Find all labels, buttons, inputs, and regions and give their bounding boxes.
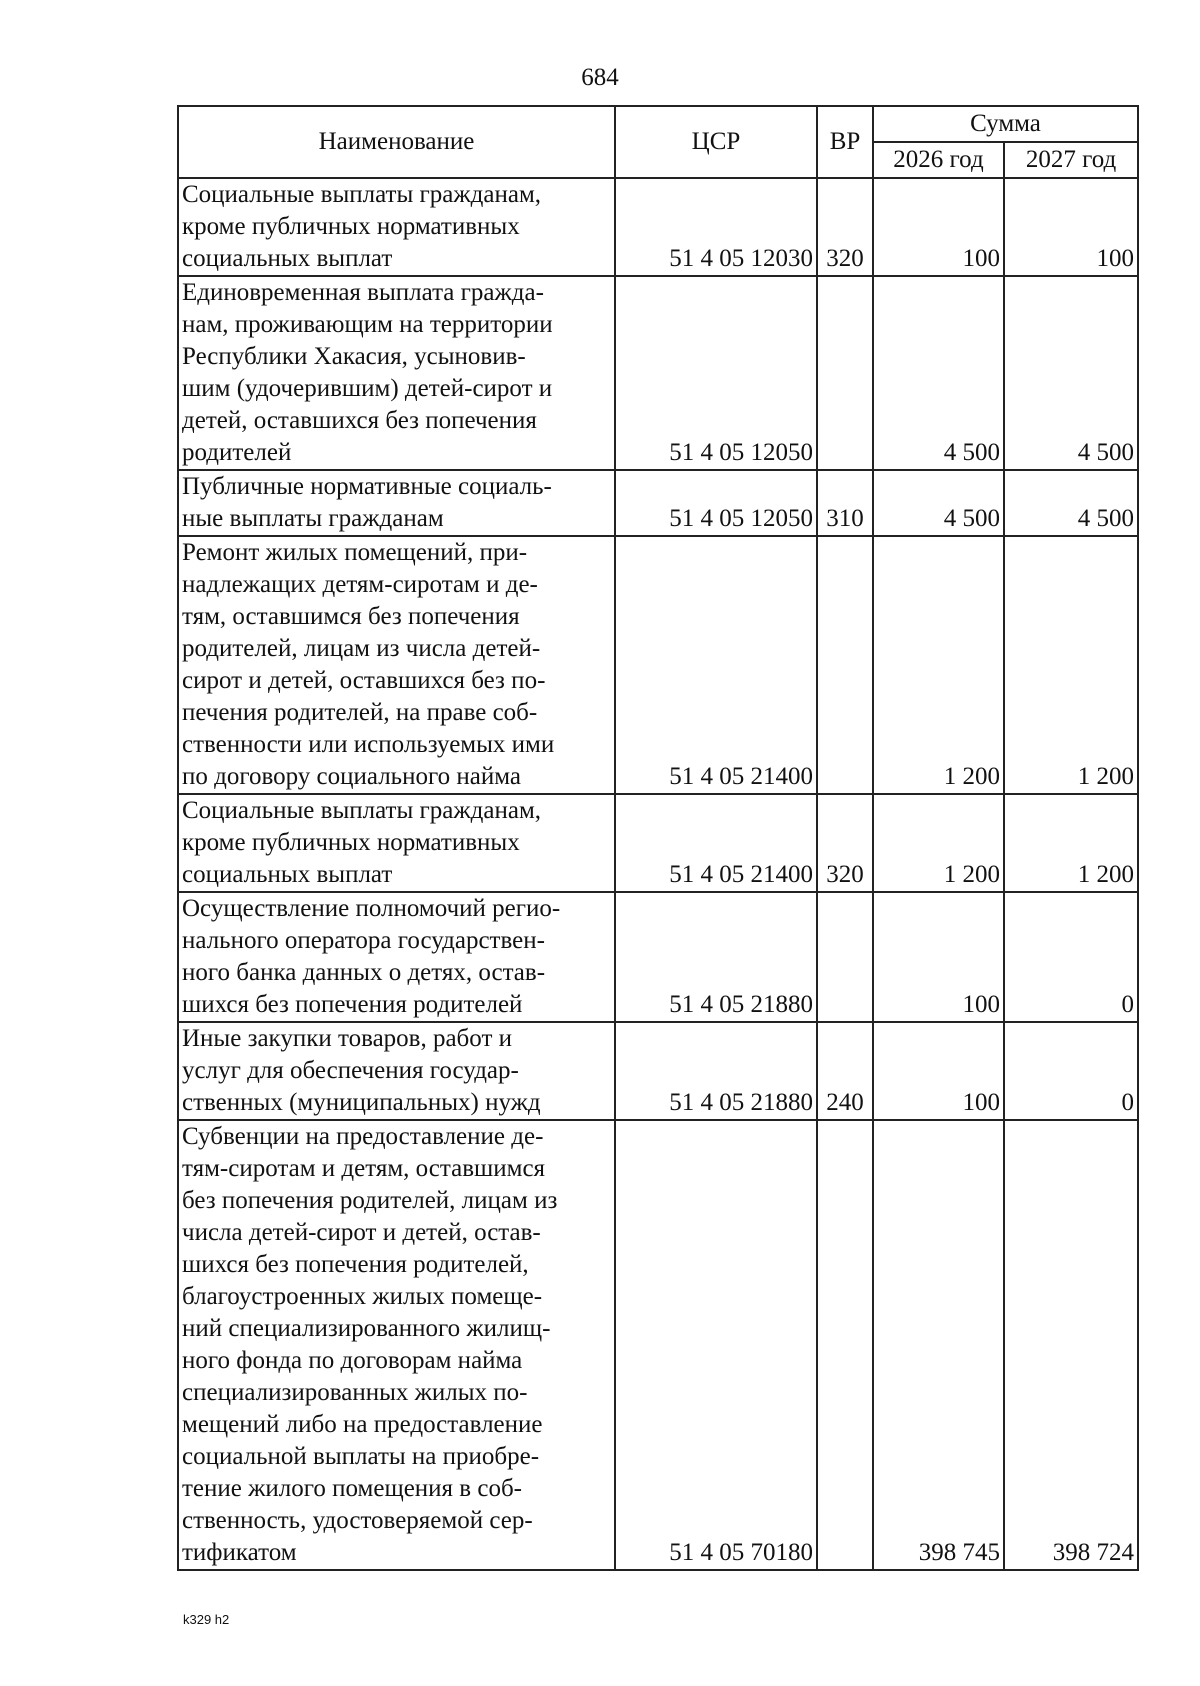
row-csr: 51 4 05 21400 xyxy=(615,536,817,794)
row-sum-2026: 1 200 xyxy=(873,794,1004,892)
header-year-2027: 2027 год xyxy=(1004,142,1138,178)
row-name-line: Осуществление полномочий регио- xyxy=(182,895,561,922)
row-sum-2026: 100 xyxy=(873,178,1004,276)
table-row xyxy=(178,276,1138,470)
row-vr xyxy=(817,536,873,794)
row-name xyxy=(178,536,615,794)
row-name xyxy=(178,892,615,1022)
row-name-line: социальных выплат xyxy=(182,861,393,888)
row-sum-2027: 0 xyxy=(1004,1022,1138,1120)
row-name xyxy=(178,276,615,470)
row-name-line: ного банка данных о детях, остав- xyxy=(182,959,546,986)
table-row xyxy=(178,536,1138,794)
page-number: 684 xyxy=(581,64,619,91)
row-csr: 51 4 05 21880 xyxy=(615,1022,817,1120)
row-name-line: ний специализированного жилищ- xyxy=(182,1315,551,1342)
row-name-line: благоустроенных жилых помеще- xyxy=(182,1283,543,1310)
row-name-line: родителей, лицам из числа детей- xyxy=(182,635,541,662)
row-name-line: печения родителей, на праве соб- xyxy=(182,699,538,726)
row-sum-2027: 4 500 xyxy=(1004,276,1138,470)
row-name-line: числа детей-сирот и детей, остав- xyxy=(182,1219,541,1246)
row-name-line: Республики Хакасия, усыновив- xyxy=(182,343,526,370)
row-vr: 240 xyxy=(817,1022,873,1120)
row-name xyxy=(178,470,615,536)
header-name: Наименование xyxy=(178,106,615,178)
row-name-line: Иные закупки товаров, работ и xyxy=(182,1025,513,1052)
row-name-line: тям-сиротам и детям, оставшимся xyxy=(182,1155,546,1182)
row-name-line: шихся без попечения родителей xyxy=(182,991,523,1018)
row-name-line: нам, проживающим на территории xyxy=(182,311,553,338)
budget-table xyxy=(177,105,1139,1571)
row-sum-2026: 398 745 xyxy=(873,1120,1004,1570)
row-sum-2027: 398 724 xyxy=(1004,1120,1138,1570)
row-sum-2027: 4 500 xyxy=(1004,470,1138,536)
row-sum-2026: 1 200 xyxy=(873,536,1004,794)
header-vr: ВР xyxy=(817,106,873,178)
row-name-line: сирот и детей, оставшихся без по- xyxy=(182,667,546,694)
row-name-line: Социальные выплаты гражданам, xyxy=(182,181,542,208)
row-name-line: тение жилого помещения в соб- xyxy=(182,1475,523,1502)
row-sum-2027: 1 200 xyxy=(1004,794,1138,892)
row-name-line: родителей xyxy=(182,439,292,466)
row-name-line: Социальные выплаты гражданам, xyxy=(182,797,542,824)
row-csr: 51 4 05 12050 xyxy=(615,276,817,470)
table-row xyxy=(178,1120,1138,1570)
row-name-line: по договору социального найма xyxy=(182,763,521,790)
header-sum: Сумма xyxy=(873,106,1138,142)
row-vr xyxy=(817,1120,873,1570)
row-csr: 51 4 05 21880 xyxy=(615,892,817,1022)
row-vr: 310 xyxy=(817,470,873,536)
row-sum-2027: 0 xyxy=(1004,892,1138,1022)
row-name-line: мещений либо на предоставление xyxy=(182,1411,543,1438)
table-row xyxy=(178,892,1138,1022)
row-name-line: специализированных жилых по- xyxy=(182,1379,528,1406)
row-sum-2026: 4 500 xyxy=(873,276,1004,470)
row-sum-2027: 100 xyxy=(1004,178,1138,276)
table-row xyxy=(178,470,1138,536)
row-name-line: ного фонда по договорам найма xyxy=(182,1347,523,1374)
row-csr: 51 4 05 21400 xyxy=(615,794,817,892)
row-name xyxy=(178,178,615,276)
row-vr: 320 xyxy=(817,178,873,276)
row-name xyxy=(178,1022,615,1120)
row-name-line: ственности или используемых ими xyxy=(182,731,555,758)
table-row xyxy=(178,1022,1138,1120)
row-name-line: детей, оставшихся без попечения xyxy=(182,407,537,434)
row-name xyxy=(178,794,615,892)
row-sum-2026: 4 500 xyxy=(873,470,1004,536)
header-year-2026: 2026 год xyxy=(873,142,1004,178)
row-name-line: кроме публичных нормативных xyxy=(182,213,520,240)
row-name-line: Единовременная выплата гражда- xyxy=(182,279,544,306)
row-csr: 51 4 05 70180 xyxy=(615,1120,817,1570)
row-name-line: ственность, удостоверяемой сер- xyxy=(182,1507,533,1534)
row-vr: 320 xyxy=(817,794,873,892)
table-row xyxy=(178,178,1138,276)
row-name-line: ные выплаты гражданам xyxy=(182,505,444,532)
row-name-line: ственных (муниципальных) нужд xyxy=(182,1089,541,1116)
row-name xyxy=(178,1120,615,1570)
row-name-line: услуг для обеспечения государ- xyxy=(182,1057,519,1084)
row-name-line: Ремонт жилых помещений, при- xyxy=(182,539,528,566)
row-name-line: кроме публичных нормативных xyxy=(182,829,520,856)
row-name-line: Субвенции на предоставление де- xyxy=(182,1123,544,1150)
row-vr xyxy=(817,892,873,1022)
table-body xyxy=(178,178,1138,1570)
row-csr: 51 4 05 12050 xyxy=(615,470,817,536)
row-name-line: без попечения родителей, лицам из xyxy=(182,1187,558,1214)
row-sum-2026: 100 xyxy=(873,1022,1004,1120)
row-vr xyxy=(817,276,873,470)
row-name-line: тификатом xyxy=(182,1539,297,1566)
table-header xyxy=(178,106,1138,178)
row-sum-2027: 1 200 xyxy=(1004,536,1138,794)
footer-code: k329 h2 xyxy=(183,1612,230,1627)
row-name-line: Публичные нормативные социаль- xyxy=(182,473,552,500)
row-name-line: надлежащих детям-сиротам и де- xyxy=(182,571,538,598)
row-name-line: шихся без попечения родителей, xyxy=(182,1251,529,1278)
row-name-line: социальной выплаты на приобре- xyxy=(182,1443,540,1470)
table-row xyxy=(178,794,1138,892)
row-csr: 51 4 05 12030 xyxy=(615,178,817,276)
row-sum-2026: 100 xyxy=(873,892,1004,1022)
row-name-line: тям, оставшимся без попечения xyxy=(182,603,520,630)
row-name-line: социальных выплат xyxy=(182,245,393,272)
row-name-line: шим (удочерившим) детей-сирот и xyxy=(182,375,553,402)
row-name-line: нального оператора государствен- xyxy=(182,927,545,954)
header-csr: ЦСР xyxy=(615,106,817,178)
